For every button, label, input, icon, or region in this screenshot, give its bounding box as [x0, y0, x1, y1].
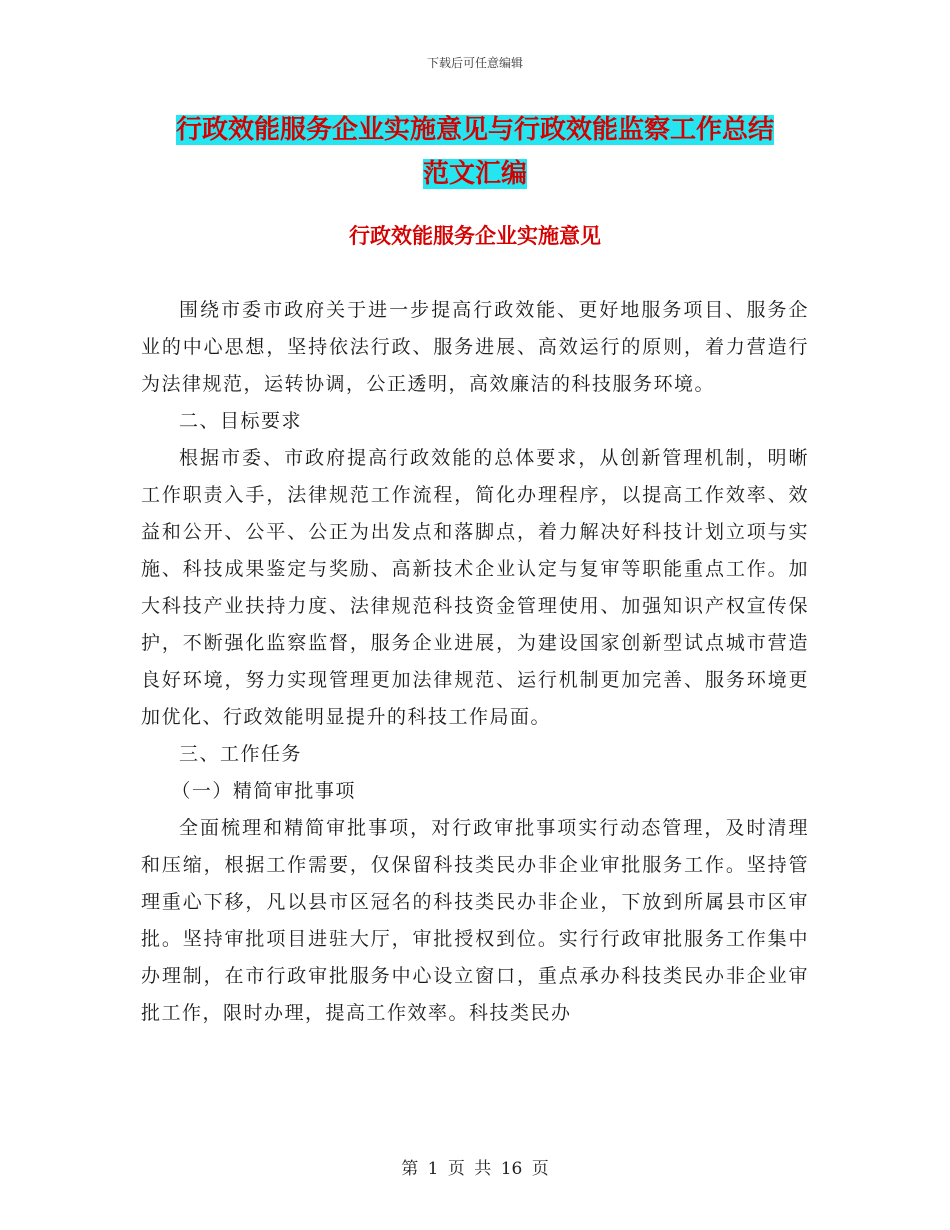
section-title: 行政效能服务企业实施意见 [349, 223, 601, 248]
paragraph-intro: 围绕市委市政府关于进一步提高行政效能、更好地服务项目、服务企业的中心思想，坚持依法行政、服务进展、高效运行的原则，着力营造行为法律规范，运转协调，公正透明，高效廉洁的科技服务环境。 [141, 299, 809, 395]
page-footer: 第 1 页 共 16 页 [401, 1159, 549, 1179]
document-body [141, 292, 809, 1032]
paragraph-approval: 全面梳理和精简审批事项，对行政审批事项实行动态管理，及时清理和压缩，根据工作需要，仅保留科技类民办非企业审批服务工作。坚持管理重心下移，凡以县市区冠名的科技类民办非企业，下放到所属县市区审批。坚持审批项目进驻大厅，审批授权到位。实行行政审批服务工作集中办理制，在市行政审批服务中心设立窗口，重点承办科技类民办非企业审批工作，限时办理，提高工作效率。科技类民办 [141, 817, 809, 1024]
heading-goals: 二、目标要求 [179, 410, 303, 432]
subheading-approval: （一）精简审批事项 [171, 780, 356, 802]
paragraph-goals: 根据市委、市政府提高行政效能的总体要求，从创新管理机制，明晰工作职责入手，法律规范工作流程，简化办理程序，以提高工作效率、效益和公开、公平、公正为出发点和落脚点，着力解决好科技计划立项与实施、科技成果鉴定与奖励、高新技术企业认定与复审等职能重点工作。加大科技产业扶持力度、法律规范科技资金管理使用、加强知识产权宣传保护，不断强化监察监督，服务企业进展，为建设国家创新型试点城市营造良好环境，努力实现管理更加法律规范、运行机制更加完善、服务环境更加优化、行政效能明显提升的科技工作局面。 [141, 447, 809, 728]
heading-tasks: 三、工作任务 [179, 743, 303, 765]
document-title-line-1: 行政效能服务企业实施意见与行政效能监察工作总结 [175, 115, 774, 145]
document-title-line-2: 范文汇编 [422, 159, 527, 189]
document-title [140, 108, 810, 196]
header-note: 下载后可任意编辑 [426, 56, 523, 70]
